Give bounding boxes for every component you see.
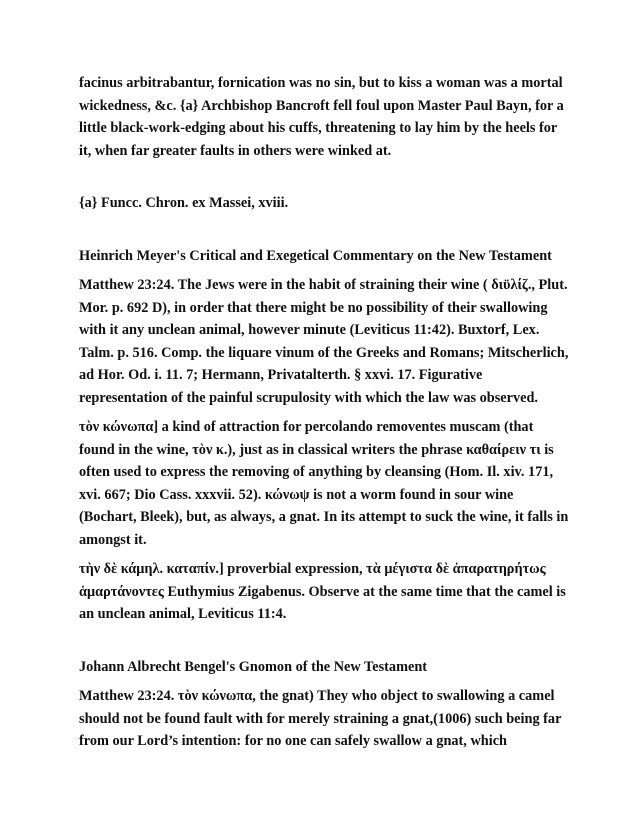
bengel-heading: Johann Albrecht Bengel's Gnomon of the New Testament (79, 658, 428, 675)
footnote: {a} Funcc. Chron. ex Massei, xviii. (79, 195, 289, 211)
spacer (79, 409, 569, 416)
spacer (79, 626, 569, 656)
meyer-paragraph-1: Matthew 23:24. The Jews were in the habit of straining their wine ( διϋλίζ., Plut. Mor. p. 692 D), in order that there might be no possibility of their swallowing with it any unclean animal, however minute (Leviticus 11:42). Buxtorf, Lex. Talm. p. 516. Comp. the liquare vinum of the Greeks and Romans; Mitscherlich, ad Hor. Od. i. 11. 7; Hermann, Privatalterth. § xxvi. 17. Figurative representation of the painful scrupulosity with which the law was observed. (79, 277, 569, 406)
spacer (79, 162, 569, 192)
meyer-paragraph-3: τὴν δὲ κάμηλ. καταπίν.] proverbial expression, τὰ μέγιστα δὲ ἀπαρατηρήτως ἁμαρτάνοντες Euthymius Zigabenus. Observe at the same time that the camel is an unclean animal, Leviticus 11:4. (79, 561, 566, 622)
meyer-heading: Heinrich Meyer's Critical and Exegetical Commentary on the New Testament (79, 247, 552, 264)
spacer (79, 678, 569, 685)
opening-paragraph: facinus arbitrabantur, fornication was no sin, but to kiss a woman was a mortal wickedness, &c. {a} Archbishop Bancroft fell foul upon Master Paul Bayn, for a little black-work-edging about his cuffs, threatening to lay him by the heels for it, when far greater faults in others were winked at. (79, 75, 564, 159)
document-page (79, 72, 569, 753)
bengel-paragraph-1: Matthew 23:24. τὸν κώνωπα, the gnat) They who object to swallowing a camel should not be found fault with for merely straining a gnat,(1006) such being far from our Lord’s intention: for no one can safely swallow a gnat, which (79, 688, 562, 749)
meyer-paragraph-2: τὸν κώνωπα] a kind of attraction for percolando removentes muscam (that found in the wine, τὸν κ.), just as in classical writers the phrase καθαίρειν τι is often used to express the removing of anything by cleansing (Hom. Il. xiv. 171, xvi. 667; Dio Cass. xxxvii. 52). κώνωψ is not a worm found in sour wine (Bochart, Bleek), but, as always, a gnat. In its attempt to suck the wine, it falls in amongst it. (79, 419, 569, 548)
spacer (79, 215, 569, 245)
spacer (79, 551, 569, 558)
spacer (79, 267, 569, 274)
